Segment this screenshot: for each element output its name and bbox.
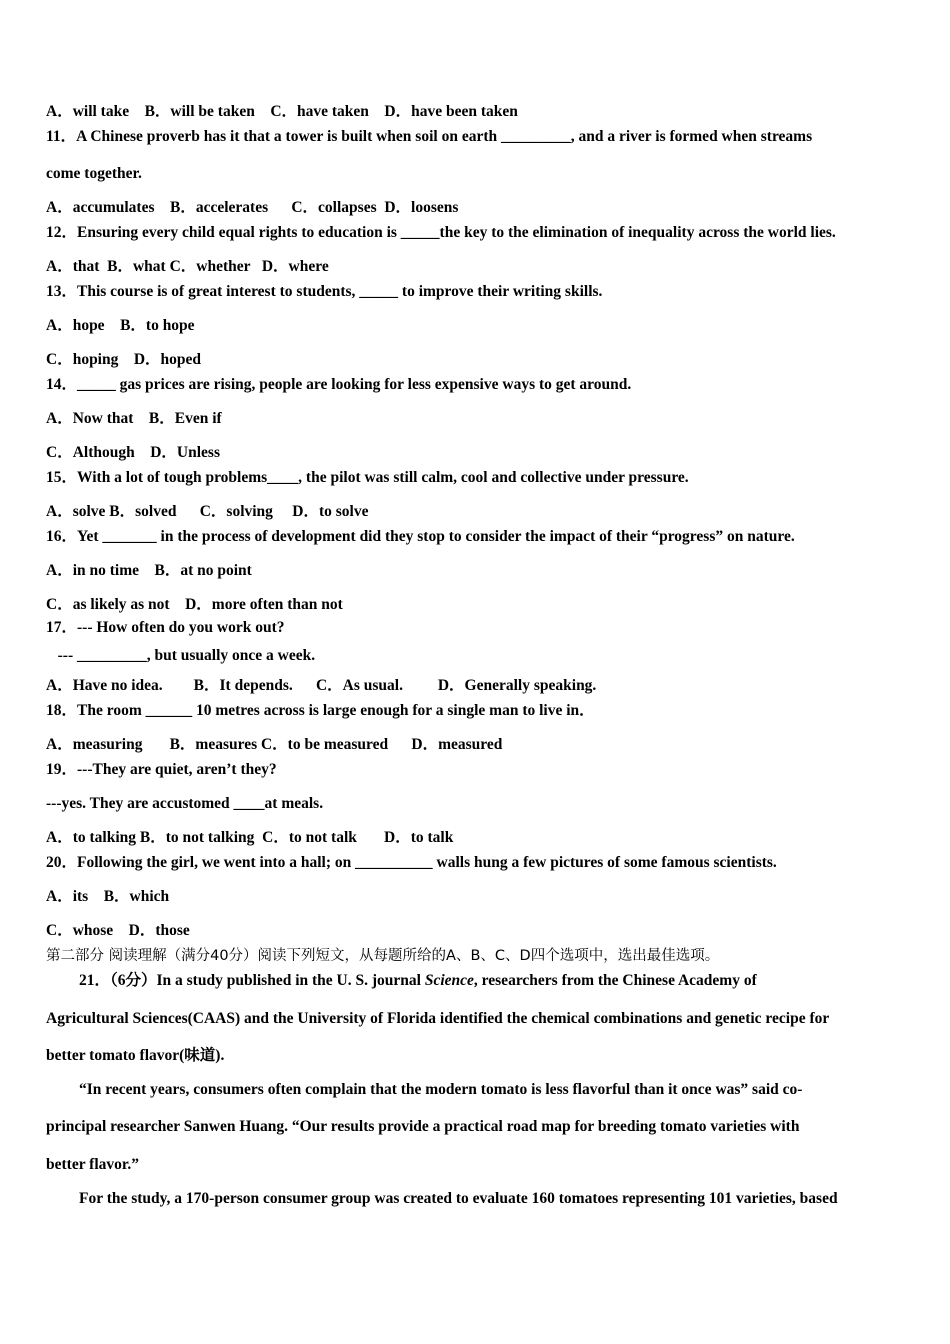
q19-options: A．to talking B．to not talking C．to not talk D．to talk xyxy=(46,829,454,846)
q19-stem-cont: ---yes. They are accustomed ____at meals. xyxy=(46,795,324,812)
q20-options-cd: C．whose D．those xyxy=(46,922,190,939)
passage-line-1-a: 21．（6分）In a study published in the U. S. journal xyxy=(79,972,425,989)
q16-options-cd: C．as likely as not D．more often than not xyxy=(46,596,343,613)
q13-options-cd: C．hoping D．hoped xyxy=(46,351,202,368)
passage-line-3: better tomato flavor(味道). xyxy=(46,1047,225,1064)
q11-stem: 11．A Chinese proverb has it that a tower is built when soil on earth _________, and a river is formed when streams xyxy=(46,128,813,145)
q12-options: A．that B．what C．whether D．where xyxy=(46,258,329,275)
q20-options-ab: A．its B．which xyxy=(46,888,170,905)
section-heading: 第二部分 阅读理解（满分40分）阅读下列短文，从每题所给的A、B、C、D四个选项中，选出最佳选项。 xyxy=(46,948,720,964)
passage-line-6: better flavor.” xyxy=(46,1156,139,1173)
q13-options-ab: A．hope B．to hope xyxy=(46,317,195,334)
passage-line-1 xyxy=(79,971,757,991)
q15-options: A．solve B．solved C．solving D．to solve xyxy=(46,503,369,520)
q14-options-ab: A．Now that B．Even if xyxy=(46,410,222,427)
passage-line-7: For the study, a 170-person consumer group was created to evaluate 160 tomatoes representing 101 varieties, based xyxy=(79,1190,838,1207)
q11-stem-cont: come together. xyxy=(46,165,142,182)
q17-stem: 17．--- How often do you work out? xyxy=(46,619,285,636)
q14-stem: 14．_____ gas prices are rising, people are looking for less expensive ways to get around. xyxy=(46,376,632,393)
q19-stem: 19．---They are quiet, aren’t they? xyxy=(46,761,277,778)
q20-stem: 20．Following the girl, we went into a hall; on __________ walls hung a few pictures of some famous scientists. xyxy=(46,854,777,871)
q11-options: A．accumulates B．accelerates C．collapses D．loosens xyxy=(46,199,459,216)
journal-name: Science xyxy=(424,972,474,989)
q17-stem-cont: --- _________, but usually once a week. xyxy=(46,647,316,664)
q15-stem: 15．With a lot of tough problems____, the pilot was still calm, cool and collective under pressure. xyxy=(46,469,689,486)
q18-stem: 18．The room ______ 10 metres across is large enough for a single man to live in． xyxy=(46,702,595,719)
q17-options: A．Have no idea. B．It depends. C．As usual. D．Generally speaking. xyxy=(46,677,597,694)
passage-line-1-b: , researchers from the Chinese Academy of xyxy=(473,972,757,989)
q14-options-cd: C．Although D．Unless xyxy=(46,444,220,461)
q16-stem: 16．Yet _______ in the process of development did they stop to consider the impact of their “progress” on nature. xyxy=(46,528,795,545)
q18-options: A．measuring B．measures C．to be measured D．measured xyxy=(46,736,503,753)
q10-options: A．will take B．will be taken C．have taken D．have been taken xyxy=(46,103,518,120)
passage-line-5: principal researcher Sanwen Huang. “Our results provide a practical road map for breeding tomato varieties with xyxy=(46,1118,800,1135)
passage-line-4: “In recent years, consumers often complain that the modern tomato is less flavorful than it once was” said co- xyxy=(79,1081,803,1098)
q12-stem: 12．Ensuring every child equal rights to education is _____the key to the elimination of inequality across the world lies. xyxy=(46,224,836,241)
q16-options-ab: A．in no time B．at no point xyxy=(46,562,252,579)
q13-stem: 13．This course is of great interest to students, _____ to improve their writing skills. xyxy=(46,283,603,300)
passage-line-2: Agricultural Sciences(CAAS) and the University of Florida identified the chemical combinations and genetic recipe for xyxy=(46,1010,830,1027)
